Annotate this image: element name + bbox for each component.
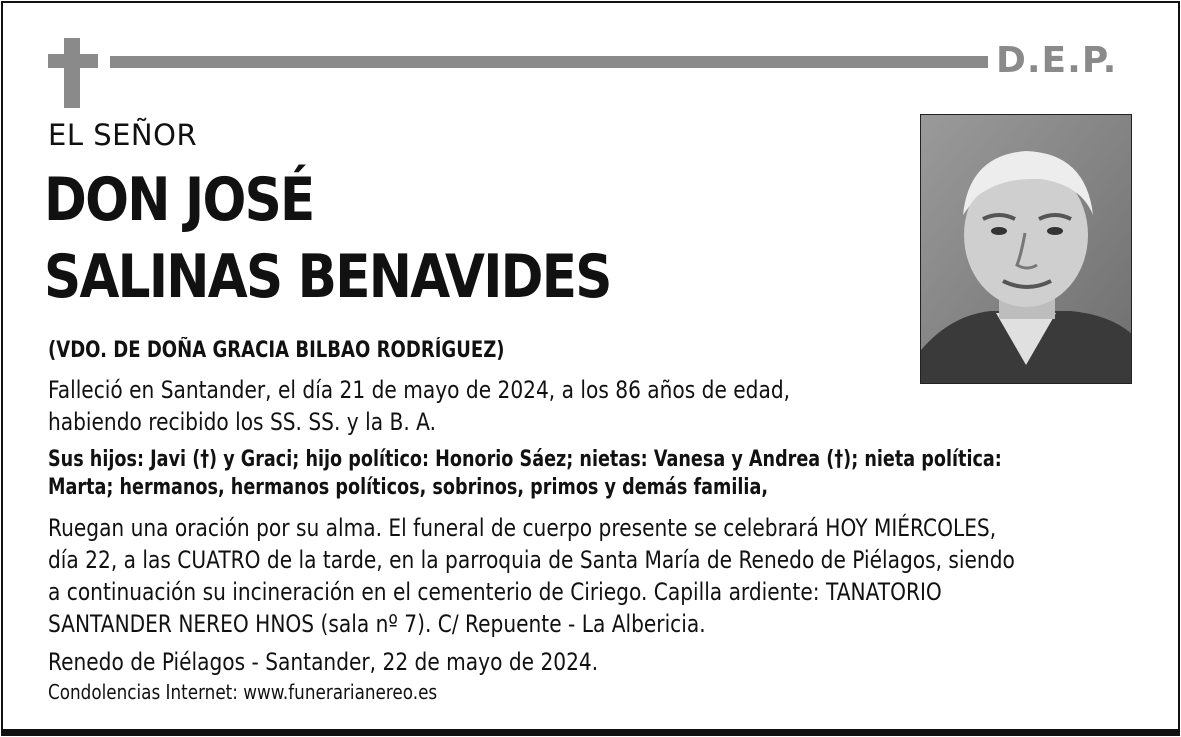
funeral-line1: Ruegan una oración por su alma. El funeral de cuerpo presente se celebrará HOY MIÉRCOLES,: [48, 514, 997, 542]
death-notice-line2: habiendo recibido los SS. SS. y la B. A.: [48, 408, 436, 436]
funeral-paragraph: [48, 512, 1015, 640]
family-line2: Marta; hermanos, hermanos políticos, sobrinos, primos y demás familia,: [48, 475, 769, 500]
family-paragraph: [48, 446, 1002, 502]
deceased-name: [44, 162, 611, 316]
place-date: Renedo de Piélagos - Santander, 22 de mayo de 2024.: [48, 648, 599, 676]
funeral-line3: a continuación su incineración en el cementerio de Ciriego. Capilla ardiente: TANATORIO: [48, 578, 942, 606]
funeral-line2: día 22, a las CUATRO de la tarde, en la parroquia de Santa María de Renedo de Piélagos, siendo: [48, 546, 1015, 574]
cross-icon: [64, 38, 80, 108]
condolences-link: Condolencias Internet: www.funerarianereo.es: [48, 680, 438, 704]
family-line1: Sus hijos: Javi (†) y Graci; hijo político: Honorio Sáez; nietas: Vanesa y Andrea (†); nieta política:: [48, 447, 1002, 472]
deceased-name-line1: DON JOSÉ: [44, 165, 314, 235]
deceased-name-line2: SALINAS BENAVIDES: [44, 242, 611, 312]
death-notice-line1: Falleció en Santander, el día 21 de mayo de 2024, a los 86 años de edad,: [48, 376, 791, 404]
widower-of: (VDO. DE DOÑA GRACIA BILBAO RODRÍGUEZ): [48, 338, 505, 363]
cross-icon-arm: [48, 54, 98, 68]
death-notice: [48, 374, 790, 438]
funeral-line4: SANTANDER NEREO HNOS (sala nº 7). C/ Repuente - La Albericia.: [48, 610, 706, 638]
header-rule: [110, 56, 988, 68]
deceased-title: EL SEÑOR: [48, 118, 198, 152]
portrait-image: [921, 115, 1132, 384]
portrait-photo: [920, 114, 1132, 384]
dep-label: D.E.P.: [996, 40, 1118, 81]
